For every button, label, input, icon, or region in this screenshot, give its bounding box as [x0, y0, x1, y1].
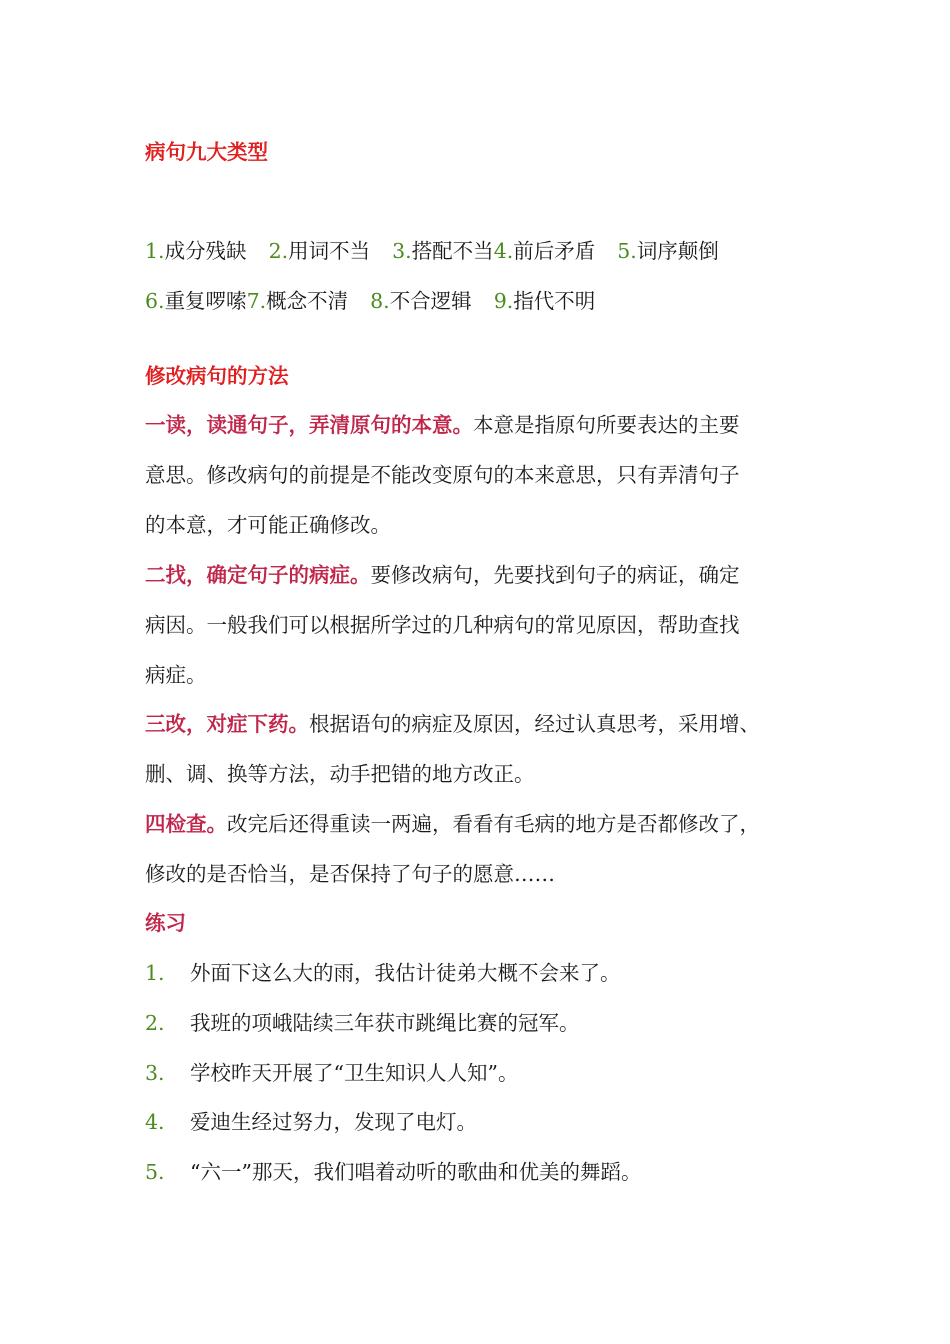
type-number: 2.: [268, 239, 289, 263]
method-label: 四检查。: [145, 812, 227, 836]
type-number: 4.: [493, 239, 514, 263]
practice-item: [145, 1157, 641, 1187]
type-item: [617, 239, 719, 263]
method-label: 一读，读通句子，弄清原句的本意。: [145, 413, 473, 437]
practice-number: 1.: [145, 961, 165, 985]
practice-number: 3.: [145, 1061, 165, 1085]
method-1-line-1: [145, 410, 740, 440]
type-item: [494, 239, 596, 263]
method-text: 本意是指原句所要表达的主要: [473, 413, 740, 437]
practice-item: [145, 1058, 518, 1088]
practice-item: [145, 1107, 477, 1137]
method-2-line-2: 病因。一般我们可以根据所学过的几种病句的常见原因，帮助查找: [145, 613, 740, 637]
type-item: [145, 239, 247, 263]
practice-text: 外面下这么大的雨，我估计徒弟大概不会来了。: [190, 961, 621, 985]
practice-text: “六一”那天，我们唱着动听的歌曲和优美的舞蹈。: [190, 1160, 642, 1184]
practice-text: 爱迪生经过努力，发现了电灯。: [190, 1110, 477, 1134]
type-label: 用词不当: [288, 239, 371, 263]
practice-item: [145, 1008, 580, 1038]
type-number: 7.: [246, 289, 267, 313]
method-4-line-2: 修改的是否恰当，是否保持了句子的愿意……: [145, 862, 555, 886]
method-text: 改完后还得重读一两遍，看看有毛病的地方是否都修改了，: [227, 812, 760, 836]
method-text: 根据语句的病症及原因，经过认真思考，采用增、: [309, 712, 760, 736]
type-label: 概念不清: [266, 289, 349, 313]
heading-practice: 练习: [145, 911, 186, 935]
type-number: 1.: [145, 239, 165, 263]
type-label: 成分残缺: [164, 239, 247, 263]
type-number: 6.: [145, 289, 165, 313]
method-3-line-2: 删、调、换等方法，动手把错的地方改正。: [145, 762, 535, 786]
type-label: 指代不明: [513, 289, 596, 313]
method-4-line-1: [145, 809, 760, 839]
type-number: 3.: [392, 239, 412, 263]
method-2-line-1: [145, 560, 740, 590]
method-3-line-1: [145, 709, 760, 739]
types-row-1: [145, 236, 719, 266]
type-label: 词序颠倒: [636, 239, 719, 263]
practice-text: 学校昨天开展了“卫生知识人人知”。: [190, 1061, 519, 1085]
type-item: [247, 289, 349, 313]
type-label: 搭配不当: [411, 239, 494, 263]
type-item: [370, 289, 472, 313]
type-number: 8.: [370, 289, 390, 313]
practice-number: 5.: [145, 1160, 165, 1184]
practice-item: [145, 958, 621, 988]
practice-number: 4.: [145, 1110, 165, 1134]
heading-sentence-types: 病句九大类型: [145, 140, 268, 164]
method-2-line-3: 病症。: [145, 663, 207, 687]
type-item: [494, 289, 596, 313]
type-item: [269, 239, 371, 263]
type-label: 重复啰嗦: [164, 289, 247, 313]
type-number: 9.: [493, 289, 514, 313]
method-1-line-3: 的本意，才可能正确修改。: [145, 513, 391, 537]
types-row-2: [145, 286, 595, 316]
type-number: 5.: [617, 239, 637, 263]
practice-text: 我班的项峨陆续三年获市跳绳比赛的冠军。: [190, 1011, 580, 1035]
type-item: [392, 239, 494, 263]
type-label: 前后矛盾: [513, 239, 596, 263]
method-1-line-2: 意思。修改病句的前提是不能改变原句的本来意思，只有弄清句子: [145, 463, 740, 487]
method-text: 要修改病句，先要找到句子的病证，确定: [370, 563, 740, 587]
practice-number: 2.: [145, 1011, 165, 1035]
method-label: 三改，对症下药。: [145, 712, 309, 736]
type-item: [145, 289, 247, 313]
method-label: 二找，确定句子的病症。: [145, 563, 371, 587]
type-label: 不合逻辑: [389, 289, 472, 313]
heading-revision-methods: 修改病句的方法: [145, 364, 289, 388]
